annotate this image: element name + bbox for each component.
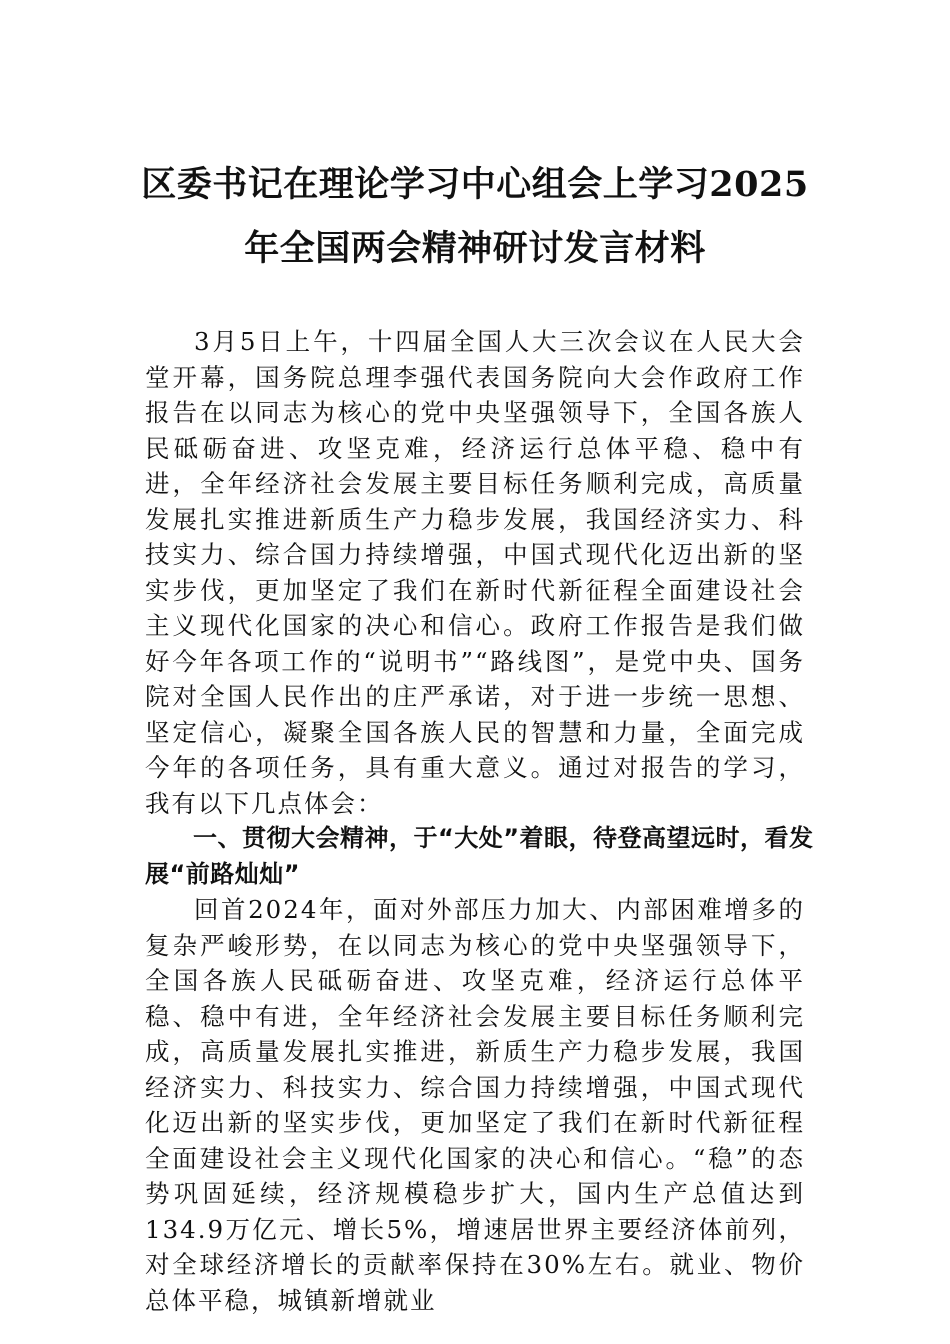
paragraph-section-1: 回首2024年，面对外部压力加大、内部困难增多的复杂严峻形势，在以同志为核心的党中央坚强领导下，全国各族人民砥砺奋进、攻坚克难，经济运行总体平稳、稳中有进，全年经济社会发展主要目标任务顺利完成，高质量发展扎实推进，新质生产力稳步发展，我国经济实力、科技实力、综合国力持续增强，中国式现代化迈出新的坚实步伐，更加坚定了我们在新时代新征程全面建设社会主义现代化国家的决心和信心。“稳”的态势巩固延续，经济规模稳步扩大，国内生产总值达到134.9万亿元、增长5%，增速居世界主要经济体前列，对全球经济增长的贡献率保持在30%左右。就业、物价总体平稳，城镇新增就业 [145,895,805,1315]
section-heading-1: 一、贯彻大会精神，于“大处”着眼，待登高望远时，看发展“前路灿灿” [145,824,814,888]
paragraph-intro: 3月5日上午，十四届全国人大三次会议在人民大会堂开幕，国务院总理李强代表国务院向大会作政府工作报告在以同志为核心的党中央坚强领导下，全国各族人民砥砺奋进、攻坚克难，经济运行总体平稳、稳中有进，全年经济社会发展主要目标任务顺利完成，高质量发展扎实推进新质生产力稳步发展，我国经济实力、科技实力、综合国力持续增强，中国式现代化迈出新的坚实步伐，更加坚定了我们在新时代新征程全面建设社会主义现代化国家的决心和信心。政府工作报告是我们做好今年各项工作的“说明书”“路线图”，是党中央、国务院对全国人民作出的庄严承诺，对于进一步统一思想、坚定信心，凝聚全国各族人民的智慧和力量，全面完成今年的各项任务，具有重大意义。通过对报告的学习，我有以下几点体会： [145,327,805,818]
document-body [145,324,814,1318]
document-title: 区委书记在理论学习中心组会上学习2025年全国两会精神研讨发言材料 [141,164,809,269]
